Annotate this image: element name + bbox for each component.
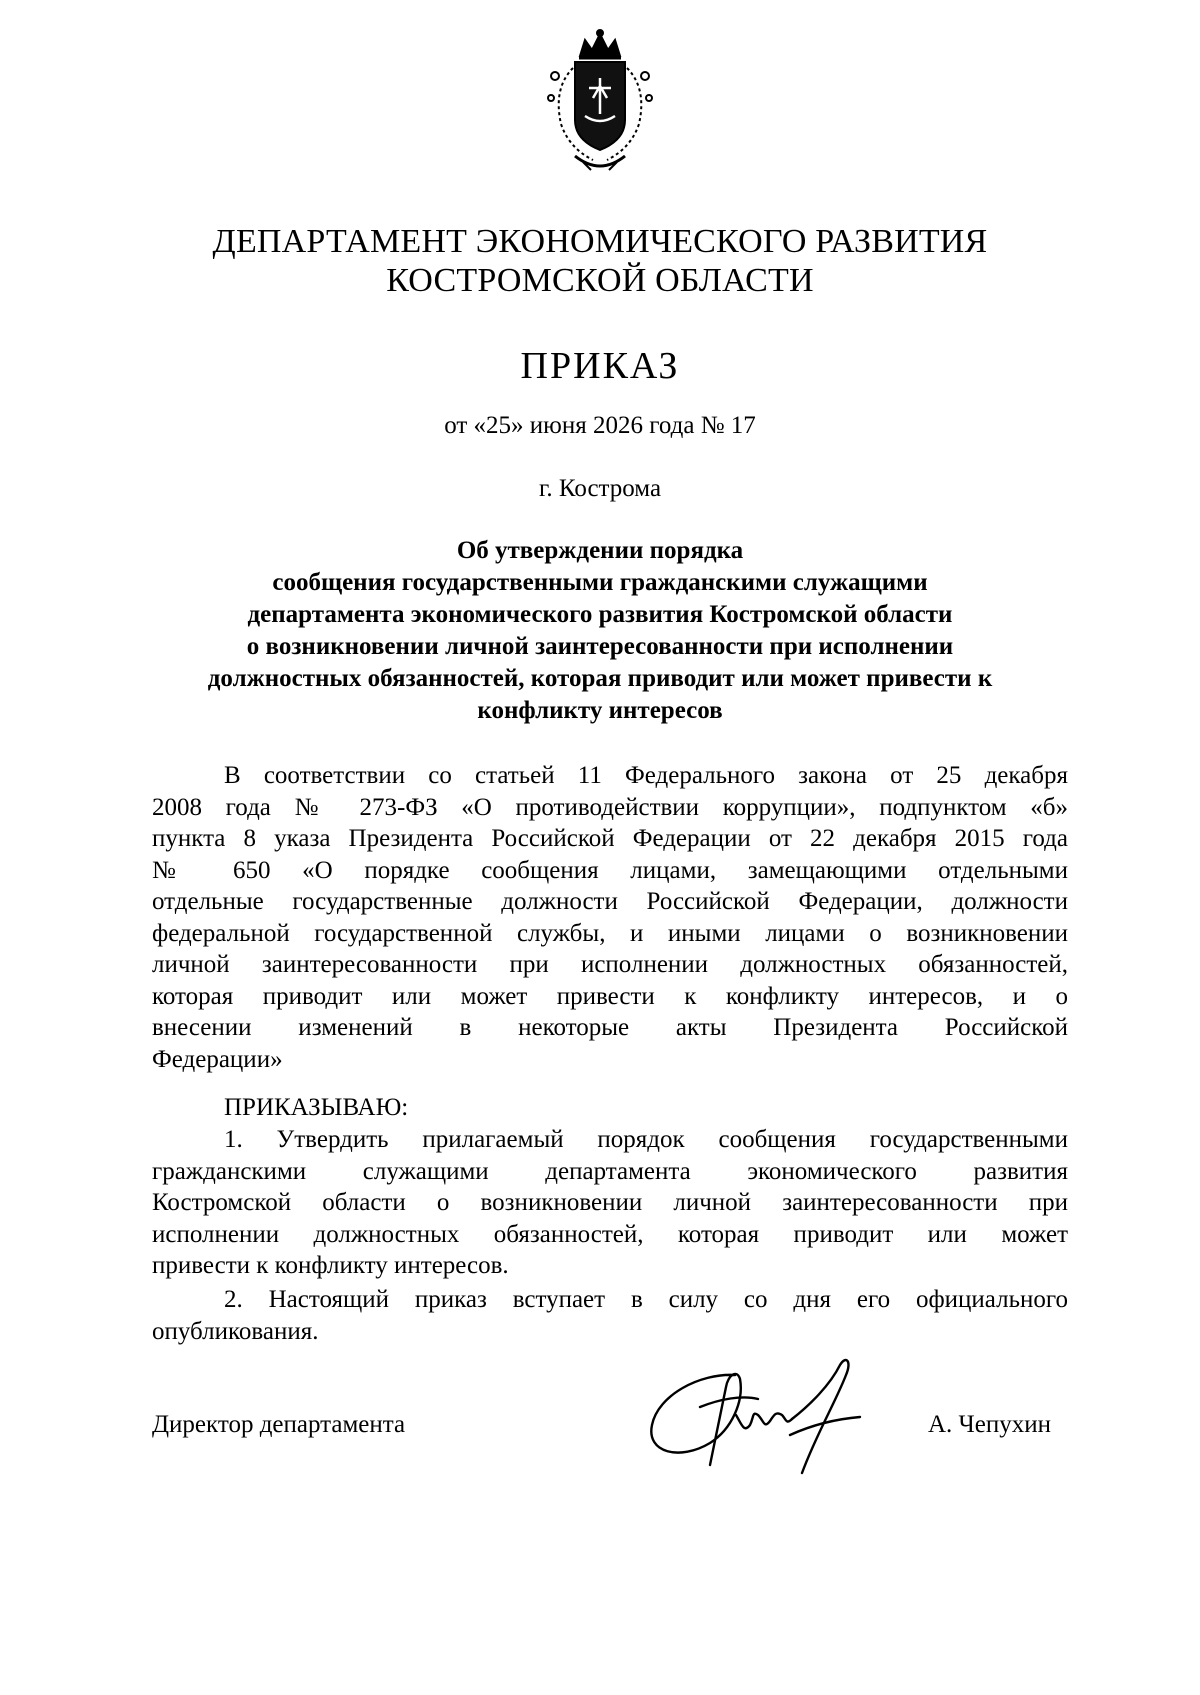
- item-line: гражданскими служащими департамента экономического развития: [152, 1157, 1068, 1185]
- preamble-line: 2008 года № 273-ФЗ «О противодействии коррупции», подпунктом «б»: [152, 793, 1068, 821]
- subject-line: о возникновении личной заинтересованности при исполнении: [246, 633, 954, 660]
- department-name-line1: ДЕПАРТАМЕНТ ЭКОНОМИЧЕСКОГО РАЗВИТИЯ: [212, 223, 988, 260]
- department-name: [0, 222, 1200, 300]
- preamble-line: личной заинтересованности при исполнении должностных обязанностей,: [152, 951, 1068, 978]
- coat-of-arms-emblem: [535, 28, 665, 176]
- directive-label: ПРИКАЗЫВАЮ:: [224, 1094, 409, 1121]
- subject-line: департамента экономического развития Костромской области: [247, 601, 953, 628]
- preamble-line: В соответствии со статьей 11 Федерального закона от 25 декабря: [224, 762, 1068, 789]
- subject-line: конфликту интересов: [477, 697, 723, 724]
- item-line: 1. Утвердить прилагаемый порядок сообщения государственными: [224, 1126, 1068, 1153]
- preamble-line: федеральной государственной службы, и иными лицами о возникновении: [152, 919, 1068, 947]
- item-line: 2. Настоящий приказ вступает в силу со дня его официального: [224, 1286, 1068, 1313]
- preamble-line: пункта 8 указа Президента Российской Федерации от 22 декабря 2015 года: [152, 825, 1068, 852]
- preamble-line: которая приводит или может привести к конфликту интересов, и о: [152, 982, 1068, 1010]
- preamble-line: № 650 «О порядке сообщения лицами, замещающими отдельными: [152, 856, 1068, 884]
- preamble-line: внесении изменений в некоторые акты Президента Российской: [152, 1014, 1068, 1041]
- order-date-number: от «25» июня 2026 года № 17: [444, 412, 756, 439]
- preamble-line: отдельные государственные должности Российской Федерации, должности: [152, 888, 1068, 915]
- preamble-paragraph: [152, 760, 1068, 1080]
- item-line: опубликования.: [152, 1317, 319, 1345]
- order-item-2: [152, 1284, 1068, 1348]
- directive-word: [152, 1092, 1068, 1124]
- item-line: Костромской области о возникновении личной заинтересованности при: [152, 1189, 1068, 1216]
- item-line: привести к конфликту интересов.: [152, 1252, 509, 1279]
- signatory-name: А. Чепухин: [928, 1411, 1052, 1438]
- order-title: ПРИКАЗ: [520, 345, 680, 387]
- signatory-position: Директор департамента: [152, 1411, 406, 1438]
- subject-line: сообщения государственными гражданскими служащими: [272, 569, 928, 596]
- order-item-1: [152, 1124, 1068, 1284]
- subject-line: должностных обязанностей, которая приводит или может привести к: [207, 665, 993, 692]
- handwritten-signature: [640, 1355, 905, 1480]
- department-name-line2: КОСТРОМСКОЙ ОБЛАСТИ: [386, 262, 814, 299]
- subject-line: Об утверждении порядка: [456, 537, 744, 564]
- preamble-line: Федерации»: [152, 1045, 283, 1073]
- order-city: г. Кострома: [538, 475, 662, 502]
- item-line: исполнении должностных обязанностей, которая приводит или может: [152, 1220, 1068, 1248]
